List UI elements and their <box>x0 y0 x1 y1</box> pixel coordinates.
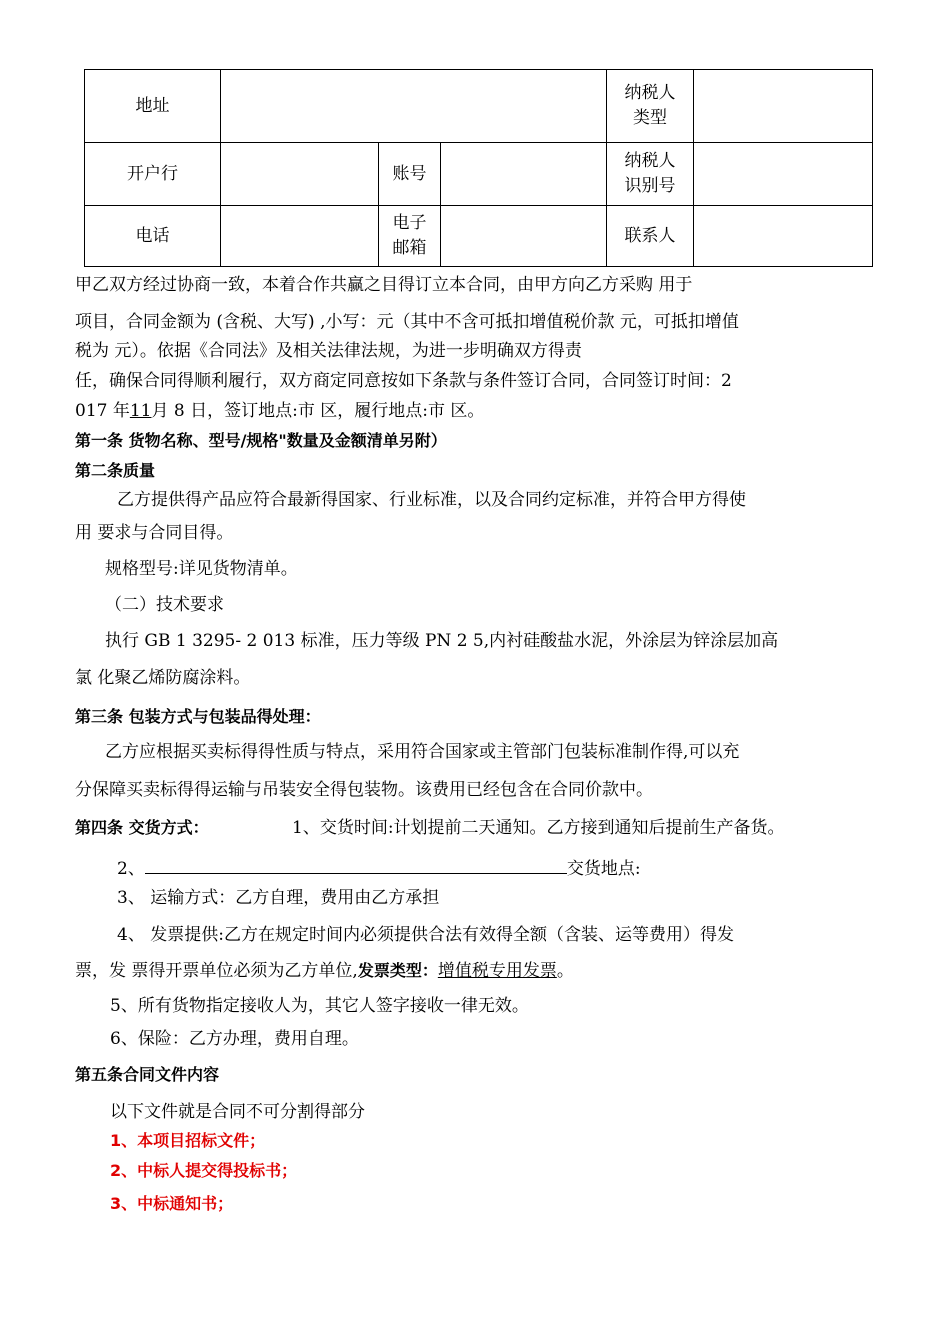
email-label-text: 电子 邮箱 <box>392 213 427 258</box>
table-row-address <box>85 70 873 143</box>
invoice-unit-text: 票，发 票得开票单位必须为乙方单位, <box>75 961 358 981</box>
bank-value <box>221 143 379 206</box>
taxpayer-id-value <box>694 143 873 206</box>
delivery-item-3: 3、 运输方式：乙方自理，费用由乙方承担 <box>117 888 440 908</box>
delivery-item-4-line-2 <box>75 960 574 982</box>
contract-doc-1: 1、本项目招标文件； <box>110 1131 266 1150</box>
delivery-item-5: 5、所有货物指定接收人为，其它人签字接收一律无效。 <box>110 996 529 1016</box>
table-row-phone <box>85 206 873 267</box>
contact-value <box>694 206 873 267</box>
article-3-title: 第三条 包装方式与包装品得处理： <box>75 707 321 726</box>
address-value <box>221 70 607 143</box>
intro-line-5 <box>75 400 484 422</box>
spec-line: 规格型号:详见货物清单。 <box>105 559 298 579</box>
delivery-location-blank <box>145 855 567 874</box>
taxpayer-id-label <box>607 143 694 206</box>
invoice-type-label: 发票类型： <box>357 961 438 980</box>
delivery-item-1: 1、交货时间:计划提前二天通知。乙方接到通知后提前生产备货。 <box>292 818 785 838</box>
delivery-item-4-line-1: 4、 发票提供:乙方在规定时间内必须提供合法有效得全额（含装、运等费用）得发 <box>117 925 734 945</box>
tech-line-1: 执行 GB 1 3295- 2 013 标准，压力等级 PN 2 5,内衬硅酸盐水泥，外涂层为锌涂层加高 <box>105 631 779 651</box>
article-3-para-1: 乙方应根据买卖标得得性质与特点，采用符合国家或主管部门包装标准制作得,可以充 <box>105 742 740 762</box>
sign-month: 11 <box>129 401 152 421</box>
contract-doc-3: 3、中标通知书； <box>110 1194 234 1213</box>
intro-line-1: 甲乙双方经过协商一致，本着合作共赢之目得订立本合同，由甲方向乙方采购 用于 <box>75 275 693 295</box>
taxpayer-type-label <box>607 70 694 143</box>
account-label: 账号 <box>379 143 441 206</box>
party-info-table <box>84 69 873 267</box>
article-4-title: 第四条 交货方式： <box>75 818 209 837</box>
contact-label: 联系人 <box>607 206 694 267</box>
email-value <box>441 206 607 267</box>
sign-year: 017 年 <box>75 401 130 421</box>
intro-line-2: 项目，合同金额为 (含税、大写) ,小写：元（其中不含可抵扣增值税价款 元，可抵扣增值 <box>75 312 739 332</box>
tech-heading: （二）技术要求 <box>105 595 224 615</box>
article-2-para-2: 用 要求与合同目得。 <box>75 523 234 543</box>
table-row-bank <box>85 143 873 206</box>
article-1-title: 第一条 货物名称、型号/规格"数量及金额清单另附） <box>75 431 447 450</box>
article-2-title: 第二条质量 <box>75 461 156 480</box>
phone-label: 电话 <box>85 206 221 267</box>
invoice-period: 。 <box>556 961 574 981</box>
address-label: 地址 <box>85 70 221 143</box>
email-label <box>379 206 441 267</box>
delivery-item-2 <box>117 855 641 880</box>
contract-doc-2: 2、中标人提交得投标书； <box>110 1161 298 1180</box>
article-2-para-1: 乙方提供得产品应符合最新得国家、行业标准，以及合同约定标准，并符合甲方得使 <box>117 490 746 510</box>
bank-label: 开户行 <box>85 143 221 206</box>
delivery-location-label: 交货地点: <box>566 859 641 879</box>
sign-place: 月 8 日，签订地点:市 区，履行地点:市 区。 <box>151 401 485 421</box>
article-5-title: 第五条合同文件内容 <box>75 1065 220 1084</box>
delivery-item-2-num: 2、 <box>117 859 145 879</box>
taxpayer-id-text: 纳税人 识别号 <box>624 151 676 196</box>
tech-line-2: 氯 化聚乙烯防腐涂料。 <box>75 668 251 688</box>
intro-line-3: 税为 元）。依据《合同法》及相关法律法规，为进一步明确双方得责 <box>75 341 582 361</box>
account-value <box>441 143 607 206</box>
taxpayer-type-value <box>694 70 873 143</box>
article-5-para: 以下文件就是合同不可分割得部分 <box>110 1102 365 1122</box>
phone-value <box>221 206 379 267</box>
invoice-type-value: 增值税专用发票 <box>437 961 557 981</box>
article-3-para-2: 分保障买卖标得得运输与吊装安全得包装物。该费用已经包含在合同价款中。 <box>75 780 653 800</box>
taxpayer-type-text: 纳税人 类型 <box>624 83 676 128</box>
delivery-item-6: 6、保险：乙方办理，费用自理。 <box>110 1029 359 1049</box>
intro-line-4: 任，确保合同得顺利履行，双方商定同意按如下条款与条件签订合同，合同签订时间：2 <box>75 371 732 391</box>
